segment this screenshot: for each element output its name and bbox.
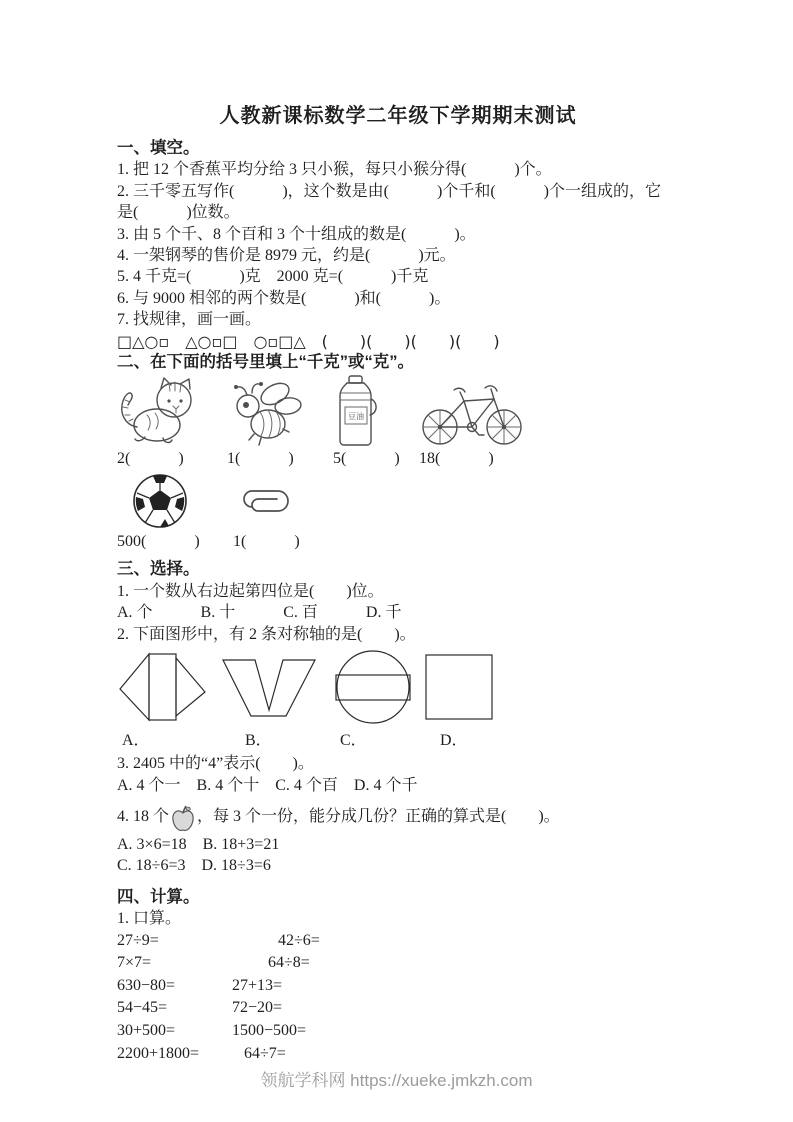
calc-expression: 630−80= [117,976,176,994]
weight-item-paperclip [233,474,343,553]
weight-label-cat: 2( ) [117,450,184,468]
calc-row [117,975,679,998]
shape-option-b-icon [221,656,319,718]
choice-q3-options: A. 4 个一 B. 4 个十 C. 4 个百 D. 4 个千 [117,776,418,794]
choice-q1-options: A. 个 B. 十 C. 百 D. 千 [117,604,402,622]
choice-q3: 3. 2405 中的“4”表示( )。 [117,755,314,773]
weight-item-bottle [333,375,419,470]
calc-expression: 42÷6= [278,931,320,949]
weight-item-bicycle [419,375,549,470]
watermark-footer: 领航学科网 https://xueke.jmkzh.com [260,1071,533,1090]
weight-item-soccer [117,474,233,553]
weight-label-bicycle: 18( ) [419,450,494,468]
apple-icon [169,805,197,829]
weight-label-paperclip: 1( ) [233,533,300,551]
oil-bottle-label-text: 豆油 [348,412,364,422]
calc-row [117,1043,679,1066]
choice-q4-options-ab: A. 3×6=18 B. 18+3=21 [117,835,280,853]
weight-label-soccer: 500( ) [117,533,200,551]
fill-q1: 1. 把 12 个香蕉平均分给 3 只小猴，每只小猴分得( )个。 [117,161,552,179]
test-paper [117,0,679,1065]
choice-q2: 2. 下面图形中，有 2 条对称轴的是( )。 [117,625,416,643]
choice-q4-text-after: ，每 3 个一份，能分成几份？正确的算式是( )。 [197,807,560,825]
calc-expression: 54−45= [117,999,168,1017]
weight-item-bee [227,375,333,470]
shape-option-labels [117,727,679,749]
calc-row [117,930,679,953]
calc-expression: 7×7= [117,954,152,972]
shape-label-b: B． [245,732,272,750]
fill-q2-line2: 是( )位数。 [117,204,240,222]
choice-q1: 1. 一个数从右边起第四位是( )位。 [117,582,384,600]
calc-expression: 30+500= [117,1021,176,1039]
weight-label-bee: 1( ) [227,450,294,468]
soccer-ball-icon [117,474,233,530]
symmetry-shapes-row [117,647,679,727]
shape-pattern-row: □△○▫ △○▫□ ○▫□△ ( )( )( )( ) [117,331,500,351]
calc-expression: 2200+1800= [117,1044,200,1062]
oral-calc-list [117,930,679,1066]
weight-item-cat [117,375,227,470]
shape-label-c: C． [340,732,367,750]
calc-expression: 64÷8= [268,954,310,972]
choice-q4-options-cd: C. 18÷6=3 D. 18÷3=6 [117,857,271,875]
section-choice-heading: 三、选择。 [117,560,200,579]
calc-sub-heading: 1. 口算。 [117,910,182,928]
calc-row [117,997,679,1020]
calc-expression: 27+13= [232,976,283,994]
shape-option-d-icon [425,654,493,720]
fill-q5: 5. 4 千克=( )克 2000 克=( )千克 [117,268,429,286]
weight-label-bottle: 5( ) [333,450,400,468]
bicycle-icon [419,375,549,447]
paperclip-icon [233,474,343,530]
calc-row [117,952,679,975]
shape-option-a-icon [117,650,207,724]
fill-q3: 3. 由 5 个千、8 个百和 3 个十组成的数是( )。 [117,225,476,243]
section-fill-heading: 一、填空。 [117,139,200,157]
shape-label-a: A． [122,732,150,750]
calc-expression: 72−20= [232,999,283,1017]
calc-row [117,1020,679,1043]
calc-expression: 64÷7= [244,1044,286,1062]
page-title: 人教新课标数学二年级下学期期末测试 [219,105,577,127]
weights-row-2 [117,474,679,553]
fill-q4: 4. 一架钢琴的售价是 8979 元，约是( )元。 [117,247,456,265]
calc-expression: 1500−500= [232,1021,307,1039]
oil-bottle-icon [333,375,419,447]
cat-icon [117,375,227,447]
fill-q7: 7. 找规律，画一画。 [117,311,262,329]
shape-label-d: D． [440,732,468,750]
weights-row-1 [117,375,679,470]
choice-q4-text-before: 4. 18 个 [117,807,170,825]
choice-q4 [117,800,679,834]
calc-expression: 27÷9= [117,931,159,949]
fill-q6: 6. 与 9000 相邻的两个数是( )和( )。 [117,289,451,307]
fill-q2-line1: 2. 三千零五写作( )，这个数是由( )个千和( )个一组成的，它 [117,182,661,200]
bee-icon [227,375,333,447]
section-calc-heading: 四、计算。 [117,887,200,906]
shape-option-c-icon [335,648,411,726]
section-weights-heading: 二、在下面的括号里填上“千克”或“克”。 [117,353,414,372]
